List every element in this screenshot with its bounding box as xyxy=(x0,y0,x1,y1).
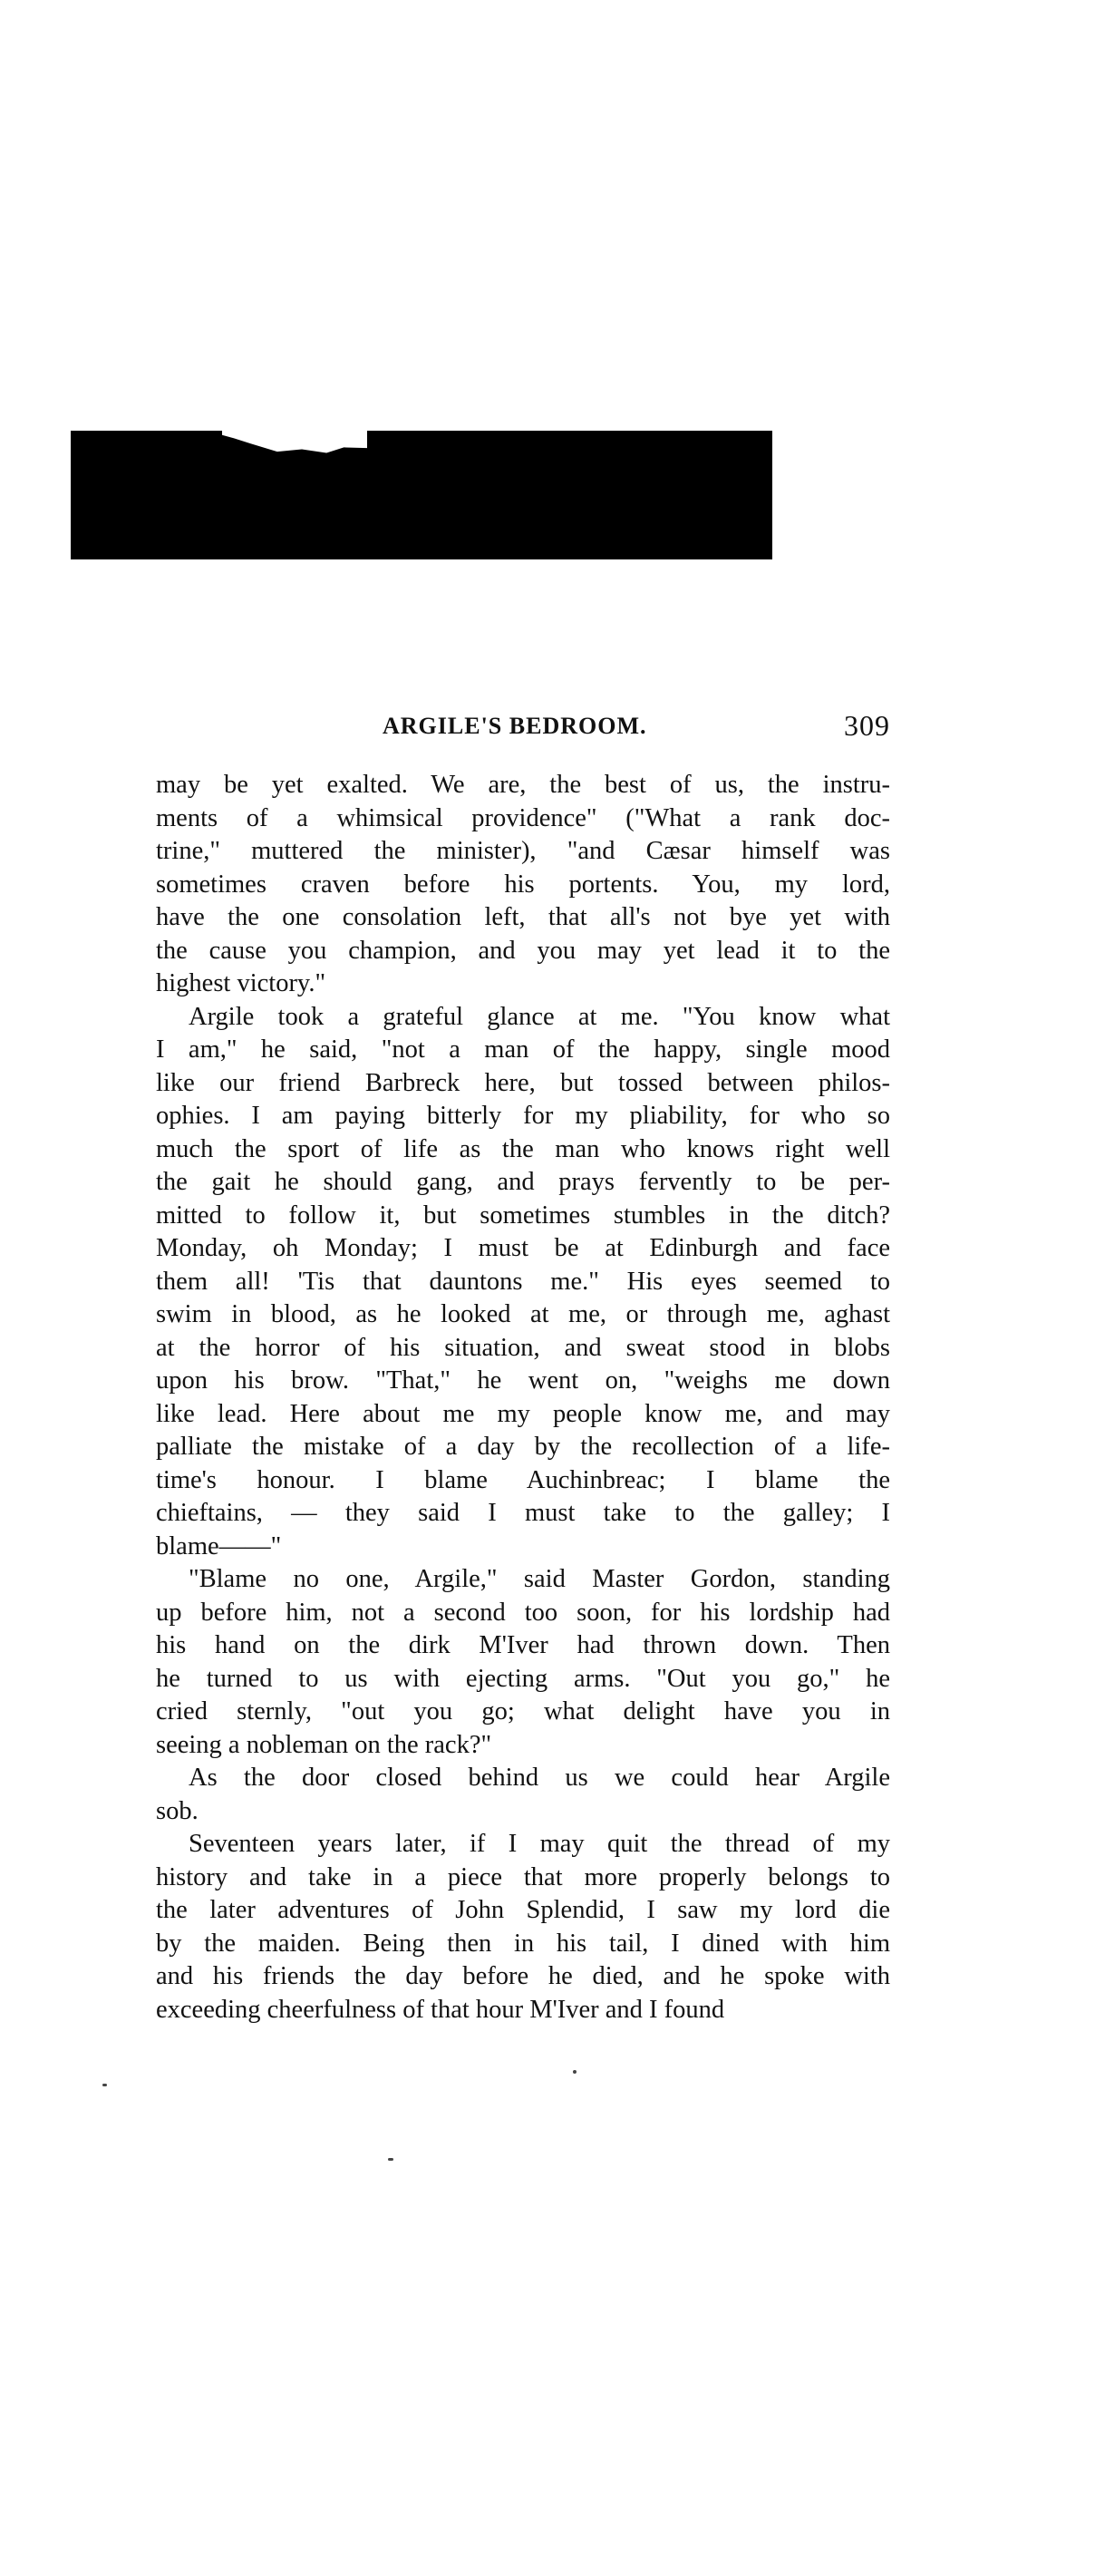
text-line: sometimes craven before his portents. You, my lord, xyxy=(156,870,890,899)
text-line: cried sternly, "out you go; what delight have you in xyxy=(156,1697,890,1725)
text-line: the later adventures of John Splendid, I saw my lord die xyxy=(156,1896,890,1924)
text-line: chieftains, — they said I must take to the galley; I xyxy=(156,1499,890,1527)
text-line: time's honour. I blame Auchinbreac; I blame the xyxy=(156,1465,890,1494)
text-line: swim in blood, as he looked at me, or through me, aghast xyxy=(156,1300,890,1328)
text-line: Seventeen years later, if I may quit the thread of my xyxy=(189,1830,890,1858)
text-line: mitted to follow it, but sometimes stumbles in the ditch? xyxy=(156,1201,890,1230)
chapter-title: ARGILE'S BEDROOM. xyxy=(383,713,647,739)
text-line: upon his brow. "That," he went on, "weighs me down xyxy=(156,1366,890,1395)
text-line: trine," muttered the minister), "and Cæsar himself was xyxy=(156,837,890,865)
redaction-block xyxy=(71,431,772,559)
text-line: his hand on the dirk M'Iver had thrown down. Then xyxy=(156,1631,890,1659)
text-line: sob. xyxy=(156,1796,199,1825)
text-line: highest victory." xyxy=(156,969,326,997)
text-line: the cause you champion, and you may yet lead it to the xyxy=(156,936,890,965)
text-line: ophies. I am paying bitterly for my pliability, for who so xyxy=(156,1102,890,1130)
text-line: history and take in a piece that more properly belongs to xyxy=(156,1862,890,1891)
text-line: up before him, not a second too soon, for his lordship had xyxy=(156,1598,890,1627)
text-line: and his friends the day before he died, and he spoke with xyxy=(156,1962,890,1990)
text-line: As the door closed behind us we could hear Argile xyxy=(189,1764,890,1792)
text-line: I am," he said, "not a man of the happy, single mood xyxy=(156,1035,890,1064)
text-line: seeing a nobleman on the rack?" xyxy=(156,1730,492,1759)
text-line: have the one consolation left, that all's not bye yet with xyxy=(156,903,890,931)
text-line: much the sport of life as the man who knows right well xyxy=(156,1134,890,1163)
text-line: at the horror of his situation, and sweat stood in blobs xyxy=(156,1333,890,1362)
text-line: he turned to us with ejecting arms. "Out you go," he xyxy=(156,1664,890,1693)
text-line: them all! 'Tis that dauntons me." His eyes seemed to xyxy=(156,1267,890,1296)
scan-speck xyxy=(388,2158,393,2161)
text-line: by the maiden. Being then in his tail, I dined with him xyxy=(156,1929,890,1958)
running-head xyxy=(156,709,890,745)
text-line: "Blame no one, Argile," said Master Gordon, standing xyxy=(189,1565,890,1593)
text-line: exceeding cheerfulness of that hour M'Iver and I found xyxy=(156,1995,725,2024)
text-line: like lead. Here about me my people know me, and may xyxy=(156,1399,890,1428)
page-number: 309 xyxy=(844,709,890,742)
text-line: the gait he should gang, and prays fervently to be per- xyxy=(156,1168,890,1196)
scan-speck xyxy=(102,2084,107,2086)
text-line: Monday, oh Monday; I must be at Edinburgh and face xyxy=(156,1234,890,1262)
text-line: ments of a whimsical providence" ("What a rank doc- xyxy=(156,803,890,832)
body-text xyxy=(156,769,890,2027)
text-line: Argile took a grateful glance at me. "You know what xyxy=(189,1002,890,1031)
text-line: may be yet exalted. We are, the best of us, the instru- xyxy=(156,771,890,799)
text-line: palliate the mistake of a day by the recollection of a life- xyxy=(156,1433,890,1461)
scan-speck xyxy=(573,2070,577,2074)
text-line: blame——" xyxy=(156,1531,282,1560)
text-line: like our friend Barbreck here, but tossed between philos- xyxy=(156,1068,890,1097)
